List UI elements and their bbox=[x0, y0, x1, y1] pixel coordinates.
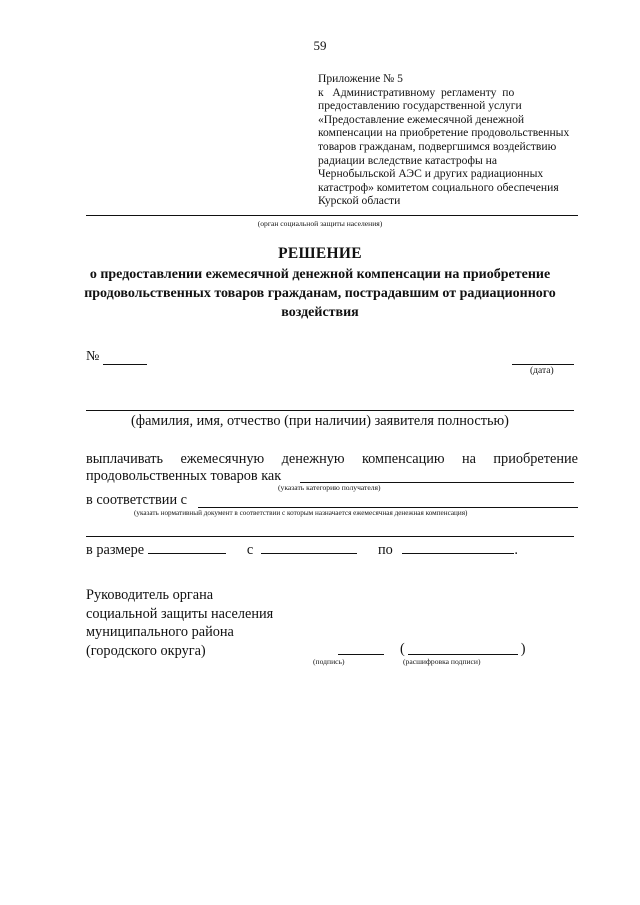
signature-block bbox=[86, 586, 273, 660]
appendix-line: «Предоставление ежемесячной денежной bbox=[318, 112, 525, 126]
signature-line: (городского округа) bbox=[86, 642, 206, 659]
number-label: № bbox=[86, 349, 100, 364]
organ-label: (орган социальной защиты населения) bbox=[257, 219, 383, 228]
pay-text-line2: продовольственных товаров как bbox=[86, 468, 282, 484]
date-to-fill-line[interactable] bbox=[402, 539, 514, 554]
appendix-line: товаров гражданам, подвергшимся воздействию bbox=[318, 139, 557, 153]
decode-brackets bbox=[400, 641, 526, 658]
decode-label: (расшифровка подписи) bbox=[403, 657, 481, 666]
appendix-line: компенсации на приобретение продовольственных bbox=[318, 126, 570, 140]
appendix-line: Приложение № 5 bbox=[318, 72, 403, 85]
document-title: РЕШЕНИЕ bbox=[278, 245, 362, 262]
fio-fill-line[interactable] bbox=[86, 410, 574, 411]
date-from-fill-line[interactable] bbox=[261, 539, 357, 554]
document-subtitle: о предоставлении ежемесячной денежной компенсации на приобретение продовольственных товаров гражданам, пострадавшим от радиационного воздействия bbox=[84, 267, 556, 320]
decode-close: ) bbox=[520, 641, 526, 657]
organ-fill-line[interactable] bbox=[86, 215, 578, 216]
according-label: в соответствии с bbox=[86, 492, 188, 508]
page-number: 59 bbox=[313, 38, 327, 53]
fio-label: (фамилия, имя, отчество (при наличии) заявителя полностью) bbox=[131, 413, 509, 429]
signature-line: муниципального района bbox=[86, 624, 234, 640]
decode-fill-line[interactable] bbox=[408, 654, 518, 655]
signature-fill-line[interactable] bbox=[338, 654, 384, 655]
normative-fill-line-2[interactable] bbox=[86, 536, 574, 537]
signature-line: Руководитель органа bbox=[86, 587, 214, 603]
date-fill-line[interactable] bbox=[512, 364, 574, 365]
amount-size-label: в размере bbox=[86, 542, 145, 558]
appendix-line: предоставлению государственной услуги bbox=[318, 99, 522, 113]
normative-fill-line[interactable] bbox=[198, 507, 578, 508]
amount-fill-line[interactable] bbox=[148, 539, 226, 554]
pay-text-line1: выплачивать ежемесячную денежную компенсацию на приобретение bbox=[86, 451, 578, 467]
date-label: (дата) bbox=[530, 366, 554, 376]
number-fill-line[interactable] bbox=[103, 364, 147, 365]
appendix-line: Курской области bbox=[318, 194, 401, 208]
amount-to-label: по bbox=[377, 542, 393, 558]
appendix-line: Чернобыльской АЭС и других радиационных bbox=[318, 167, 544, 181]
appendix-header bbox=[318, 72, 588, 208]
signature-line: социальной защиты населения bbox=[86, 605, 274, 622]
decode-open: ( bbox=[400, 641, 405, 657]
amount-row bbox=[86, 539, 518, 559]
appendix-line: к Административному регламенту по bbox=[318, 85, 515, 99]
signature-label: (подпись) bbox=[313, 657, 345, 666]
normative-hint: (указать нормативный документ в соответствии с которым назначается ежемесячная денежная компенсация) bbox=[134, 509, 468, 517]
appendix-line: катастроф» комитетом социального обеспечения bbox=[318, 180, 559, 194]
appendix-line: радиации вследствие катастрофы на bbox=[318, 153, 498, 167]
amount-end: . bbox=[514, 542, 518, 558]
amount-from-label: с bbox=[246, 542, 254, 558]
category-hint: (указать категорию получателя) bbox=[278, 483, 381, 492]
